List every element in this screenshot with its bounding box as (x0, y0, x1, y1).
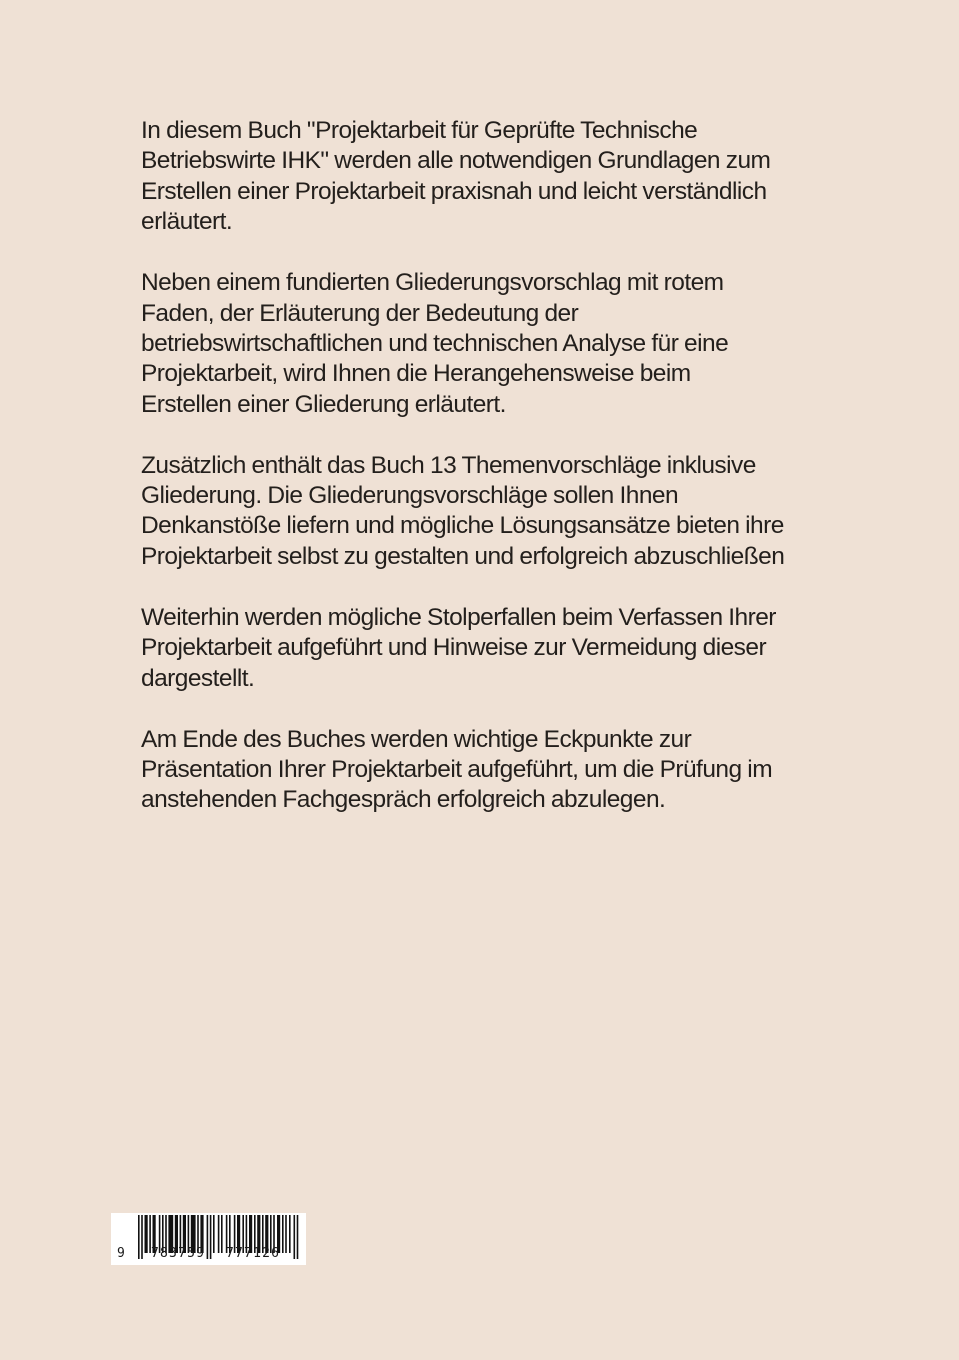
text-line: Denkanstöße liefern und mögliche Lösungsansätze bieten ihre (141, 512, 784, 540)
blurb-paragraph-1 (141, 116, 861, 238)
blurb-paragraph-5 (141, 725, 861, 816)
text-line: erläutert. (141, 208, 233, 236)
barcode-digit-lead: 9 (117, 1246, 127, 1261)
back-cover-blurb (141, 116, 861, 846)
text-line: Projektarbeit aufgeführt und Hinweise zur Vermeidung dieser (141, 634, 767, 662)
text-line: dargestellt. (141, 664, 255, 692)
text-line: betriebswirtschaftlichen und technischen Analyse für eine (141, 329, 729, 357)
barcode-digits-left: 783759 (151, 1246, 206, 1261)
text-line: Projektarbeit, wird Ihnen die Herangehensweise beim (141, 360, 691, 388)
text-line: Am Ende des Buches werden wichtige Eckpunkte zur (141, 725, 692, 753)
text-line: Erstellen einer Gliederung erläutert. (141, 390, 506, 418)
isbn-barcode (111, 1213, 306, 1265)
text-line: Projektarbeit selbst zu gestalten und erfolgreich abzuschließen (141, 542, 785, 570)
blurb-paragraph-2 (141, 268, 861, 420)
text-line: Faden, der Erläuterung der Bedeutung der (141, 299, 579, 327)
text-line: Erstellen einer Projektarbeit praxisnah und leicht verständlich (141, 177, 767, 205)
text-line: Gliederung. Die Gliederungsvorschläge sollen Ihnen (141, 482, 679, 510)
text-line: Weiterhin werden mögliche Stolperfallen beim Verfassen Ihrer (141, 603, 776, 631)
text-line: Betriebswirte IHK" werden alle notwendigen Grundlagen zum (141, 147, 771, 175)
text-line: Präsentation Ihrer Projektarbeit aufgeführt, um die Prüfung im (141, 755, 773, 783)
blurb-paragraph-4 (141, 603, 861, 694)
blurb-paragraph-3 (141, 451, 861, 573)
text-line: Neben einem fundierten Gliederungsvorschlag mit rotem (141, 269, 724, 297)
text-line: Zusätzlich enthält das Buch 13 Themenvorschläge inklusive (141, 451, 756, 479)
text-line: anstehenden Fachgespräch erfolgreich abzulegen. (141, 786, 666, 814)
barcode-digits-right: 777126 (226, 1246, 281, 1261)
text-line: In diesem Buch "Projektarbeit für Geprüfte Technische (141, 117, 698, 144)
